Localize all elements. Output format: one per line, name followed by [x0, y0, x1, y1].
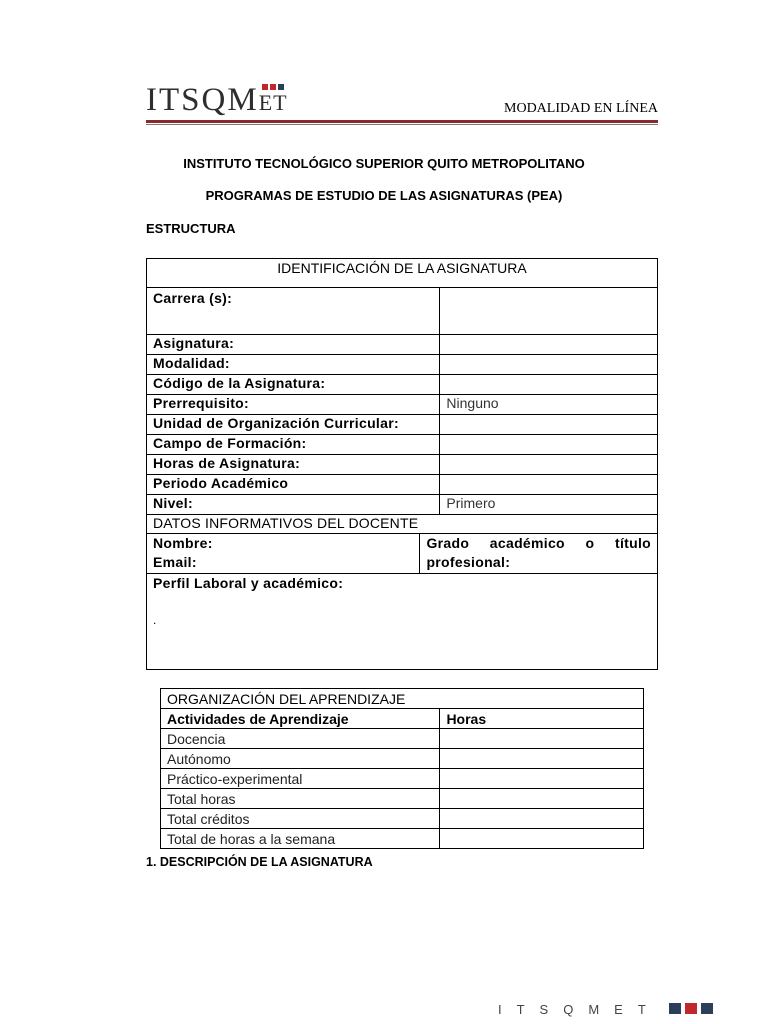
row-value [440, 355, 658, 375]
table-row [147, 415, 658, 435]
table-row [147, 375, 658, 395]
row-label: Horas de Asignatura: [147, 455, 440, 475]
modalidad-label: MODALIDAD EN LÍNEA [504, 101, 658, 116]
row-value: Primero [440, 495, 658, 515]
perfil-value: . [153, 613, 157, 627]
footer-square-icon [701, 1003, 713, 1014]
email-label: Email: [153, 554, 197, 570]
table-row [161, 769, 644, 789]
estructura-label: ESTRUCTURA [146, 221, 236, 236]
row-value [440, 435, 658, 455]
table-row [161, 829, 644, 849]
col-horas: Horas [440, 709, 644, 729]
row-value [440, 288, 658, 335]
section-descripcion-title: 1. DESCRIPCIÓN DE LA ASIGNATURA [146, 855, 373, 869]
row-value [440, 749, 644, 769]
row-label: Total de horas a la semana [161, 829, 440, 849]
row-value: Ninguno [440, 395, 658, 415]
program-title: PROGRAMAS DE ESTUDIO DE LAS ASIGNATURAS (PEA) [205, 188, 563, 203]
organizacion-header: ORGANIZACIÓN DEL APRENDIZAJE [161, 689, 644, 709]
identificacion-header: IDENTIFICACIÓN DE LA ASIGNATURA [147, 259, 658, 288]
nombre-label: Nombre: [153, 535, 213, 551]
table-row [161, 789, 644, 809]
row-label: Prerrequisito: [147, 395, 440, 415]
table-row [147, 455, 658, 475]
row-label: Periodo Académico [147, 475, 440, 495]
row-value [440, 475, 658, 495]
col-actividades: Actividades de Aprendizaje [161, 709, 440, 729]
table-row [147, 335, 658, 355]
table-row [147, 288, 658, 335]
footer-brand: ITSQMET [498, 1002, 661, 1017]
row-value [440, 829, 644, 849]
row-value [440, 789, 644, 809]
row-value [440, 769, 644, 789]
table-row [147, 495, 658, 515]
row-value [440, 809, 644, 829]
perfil-row [147, 574, 658, 670]
row-value [440, 375, 658, 395]
row-label: Docencia [161, 729, 440, 749]
row-label: Nivel: [147, 495, 440, 515]
grado-cell [420, 534, 658, 574]
row-label: Código de la Asignatura: [147, 375, 440, 395]
table-row [161, 709, 644, 729]
table-row [147, 355, 658, 375]
row-label: Unidad de Organización Curricular: [147, 415, 440, 435]
perfil-cell [147, 574, 658, 670]
row-label: Práctico-experimental [161, 769, 440, 789]
institute-title: INSTITUTO TECNOLÓGICO SUPERIOR QUITO METROPOLITANO [183, 156, 585, 171]
perfil-label: Perfil Laboral y académico: [153, 575, 344, 591]
footer-square-icon [669, 1003, 681, 1014]
logo-suffix: ET [258, 90, 288, 115]
profesional-label: profesional: [426, 554, 511, 570]
row-value [440, 455, 658, 475]
docente-header: DATOS INFORMATIVOS DEL DOCENTE [147, 515, 658, 534]
row-label: Modalidad: [147, 355, 440, 375]
organizacion-table [160, 688, 644, 849]
identificacion-table [146, 258, 658, 670]
table-row [147, 475, 658, 495]
grado-label: Grado académico o título [426, 535, 651, 551]
row-label: Autónomo [161, 749, 440, 769]
table-row [147, 435, 658, 455]
row-label: Campo de Formación: [147, 435, 440, 455]
header-rule [146, 120, 658, 123]
logo-main: ITSQM [146, 82, 259, 118]
row-label: Total horas [161, 789, 440, 809]
row-value [440, 335, 658, 355]
row-label: Carrera (s): [147, 288, 440, 335]
table-row [161, 809, 644, 829]
row-value [440, 415, 658, 435]
table-row [147, 395, 658, 415]
row-label: Asignatura: [147, 335, 440, 355]
header-rule-thin [146, 124, 658, 125]
row-label: Total créditos [161, 809, 440, 829]
footer-square-icon [685, 1003, 697, 1014]
docente-row [147, 534, 658, 574]
table-row [161, 729, 644, 749]
table-row [161, 749, 644, 769]
row-value [440, 729, 644, 749]
docente-nombre-email [147, 534, 420, 574]
